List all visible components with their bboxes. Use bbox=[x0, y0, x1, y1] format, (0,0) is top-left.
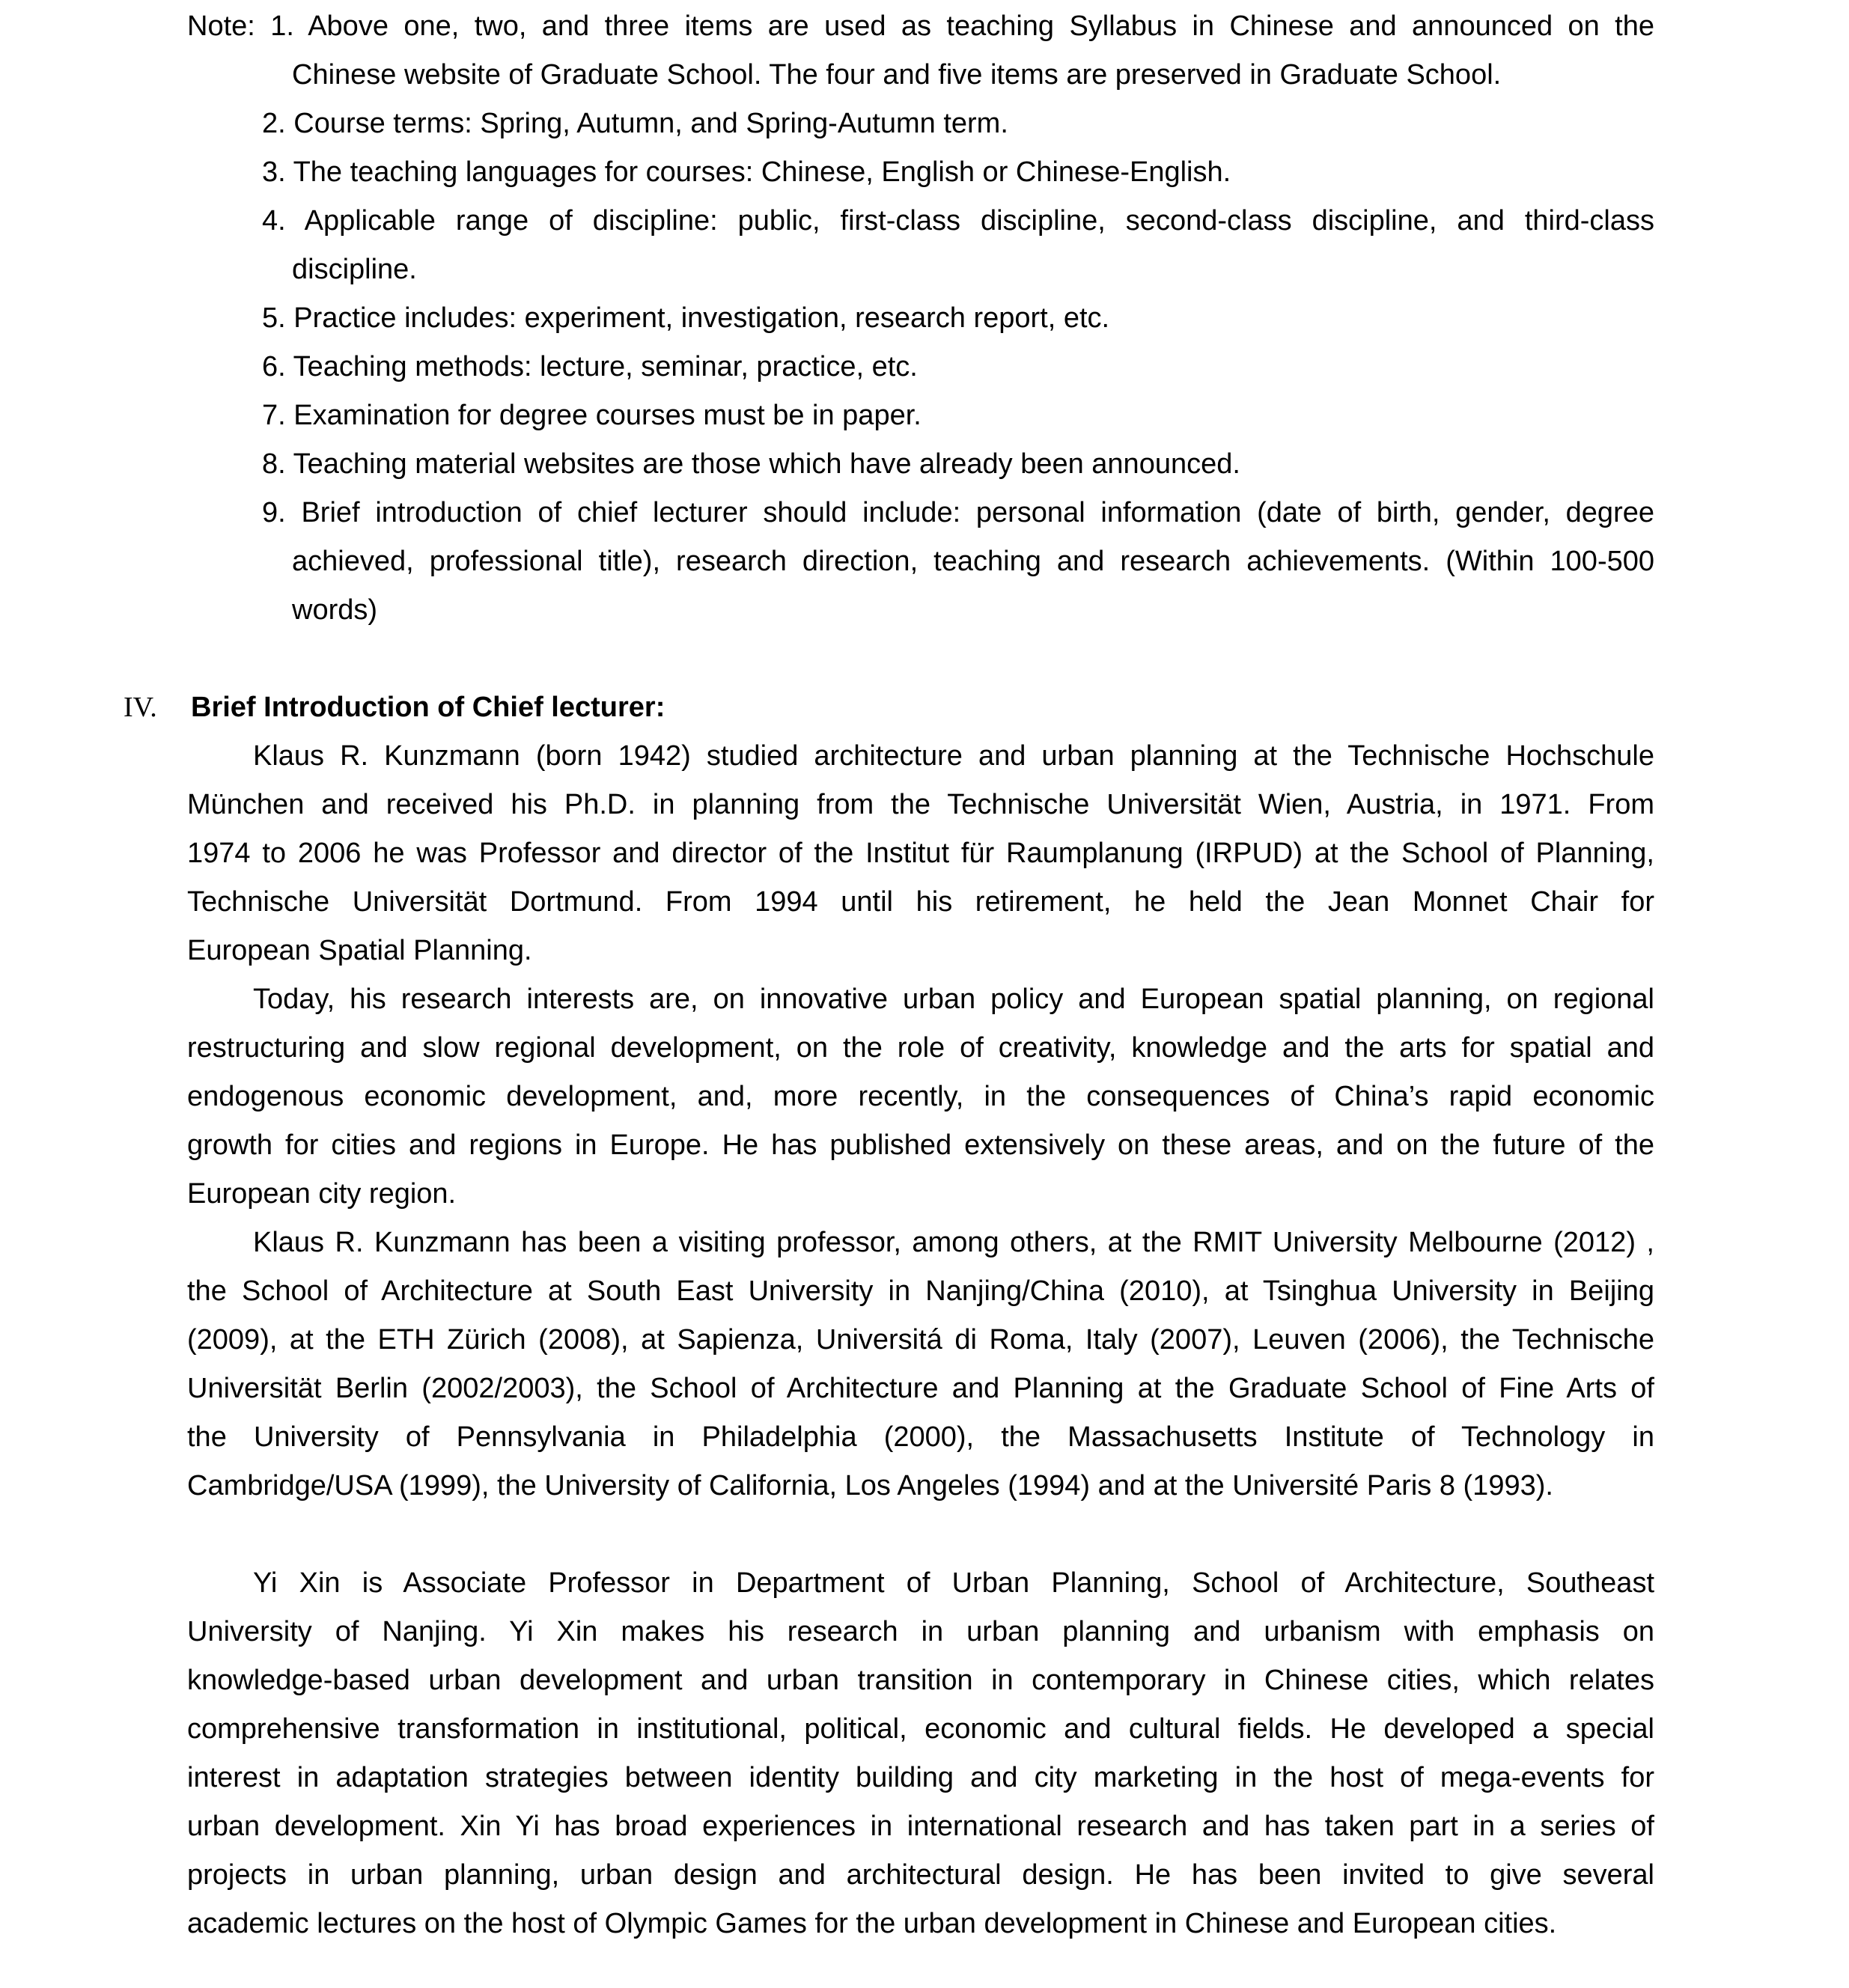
paragraph-line: European Spatial Planning. bbox=[187, 935, 532, 966]
note-line: 5. Practice includes: experiment, investigation, research report, etc. bbox=[262, 302, 1110, 334]
note-line: 8. Teaching material websites are those which have already been announced. bbox=[262, 448, 1240, 480]
note-block bbox=[0, 2, 1849, 635]
note-line: 4. Applicable range of discipline: public, first-class discipline, second-class discipline, and third-class bbox=[262, 205, 1654, 237]
paragraph-line: interest in adaptation strategies between identity building and city marketing in the host of mega-events for bbox=[187, 1762, 1654, 1793]
biography-paragraph bbox=[0, 1559, 1849, 1948]
biography-section bbox=[0, 732, 1849, 1948]
note-line: 9. Brief introduction of chief lecturer should include: personal information (date of birth, gender, degree bbox=[262, 497, 1654, 528]
paragraph-line: Technische Universität Dortmund. From 1994 until his retirement, he held the Jean Monnet Chair for bbox=[187, 886, 1654, 918]
paragraph-line: European city region. bbox=[187, 1178, 457, 1210]
paragraph-line: University of Nanjing. Yi Xin makes his research in urban planning and urbanism with emphasis on bbox=[187, 1616, 1654, 1647]
section-heading-text: Brief Introduction of Chief lecturer: bbox=[191, 692, 665, 723]
paragraph-line: Today, his research interests are, on innovative urban policy and European spatial planning, on regional bbox=[253, 984, 1654, 1015]
paragraph-line: academic lectures on the host of Olympic Games for the urban development in Chinese and European cities. bbox=[187, 1908, 1557, 1939]
paragraph-line: the University of Pennsylvania in Philadelphia (2000), the Massachusetts Institute of Technology in bbox=[187, 1421, 1654, 1453]
biography-paragraph bbox=[0, 1219, 1849, 1510]
paragraph-line: Klaus R. Kunzmann (born 1942) studied architecture and urban planning at the Technische Hochschule bbox=[253, 740, 1654, 772]
paragraph-line: Universität Berlin (2002/2003), the School of Architecture and Planning at the Graduate School of Fine Arts of bbox=[187, 1373, 1654, 1404]
section-heading bbox=[124, 683, 1849, 732]
note-line: 7. Examination for degree courses must be in paper. bbox=[262, 400, 922, 431]
note-line: discipline. bbox=[292, 254, 417, 285]
paragraph-line: comprehensive transformation in institutional, political, economic and cultural fields. He developed a special bbox=[187, 1713, 1654, 1745]
note-line: Note: 1. Above one, two, and three items are used as teaching Syllabus in Chinese and announced on the bbox=[187, 10, 1654, 42]
paragraph-line: (2009), at the ETH Zürich (2008), at Sapienza, Universitá di Roma, Italy (2007), Leuven (2006), the Technische bbox=[187, 1324, 1654, 1356]
paragraph-line: Yi Xin is Associate Professor in Department of Urban Planning, School of Architecture, Southeast bbox=[253, 1567, 1654, 1599]
paragraph-line: projects in urban planning, urban design and architectural design. He has been invited to give several bbox=[187, 1859, 1654, 1891]
note-line: 2. Course terms: Spring, Autumn, and Spring-Autumn term. bbox=[262, 108, 1008, 139]
paragraph-line: 1974 to 2006 he was Professor and director of the Institut für Raumplanung (IRPUD) at the School of Planning, bbox=[187, 838, 1654, 869]
note-line: achieved, professional title), research direction, teaching and research achievements. (Within 100-500 bbox=[292, 546, 1654, 577]
biography-paragraph bbox=[0, 732, 1849, 975]
paragraph-line: knowledge-based urban development and urban transition in contemporary in Chinese cities, which relates bbox=[187, 1665, 1654, 1696]
paragraph-line: restructuring and slow regional development, on the role of creativity, knowledge and the arts for spatial and bbox=[187, 1032, 1654, 1064]
paragraph-line: endogenous economic development, and, more recently, in the consequences of China’s rapid economic bbox=[187, 1081, 1654, 1112]
biography-paragraph bbox=[0, 975, 1849, 1219]
paragraph-line: Cambridge/USA (1999), the University of California, Los Angeles (1994) and at the Université Paris 8 (1993). bbox=[187, 1470, 1553, 1501]
paragraph-line: München and received his Ph.D. in planning from the Technische Universität Wien, Austria, in 1971. From bbox=[187, 789, 1654, 820]
blank-line bbox=[0, 635, 1849, 683]
paragraph-line: the School of Architecture at South East University in Nanjing/China (2010), at Tsinghua University in Beijing bbox=[187, 1275, 1654, 1307]
note-line: Chinese website of Graduate School. The four and five items are preserved in Graduate School. bbox=[292, 59, 1502, 91]
paragraph-line: growth for cities and regions in Europe. He has published extensively on these areas, and on the future of the bbox=[187, 1129, 1654, 1161]
paragraph-line: Klaus R. Kunzmann has been a visiting professor, among others, at the RMIT University Melbourne (2012) , bbox=[253, 1227, 1654, 1258]
blank-line bbox=[0, 1510, 1849, 1559]
note-line: 3. The teaching languages for courses: Chinese, English or Chinese-English. bbox=[262, 156, 1231, 188]
note-line: words) bbox=[292, 594, 378, 626]
note-line: 6. Teaching methods: lecture, seminar, practice, etc. bbox=[262, 351, 918, 382]
section-numeral: IV. bbox=[124, 692, 157, 723]
paragraph-line: urban development. Xin Yi has broad experiences in international research and has taken part in a series of bbox=[187, 1811, 1654, 1842]
